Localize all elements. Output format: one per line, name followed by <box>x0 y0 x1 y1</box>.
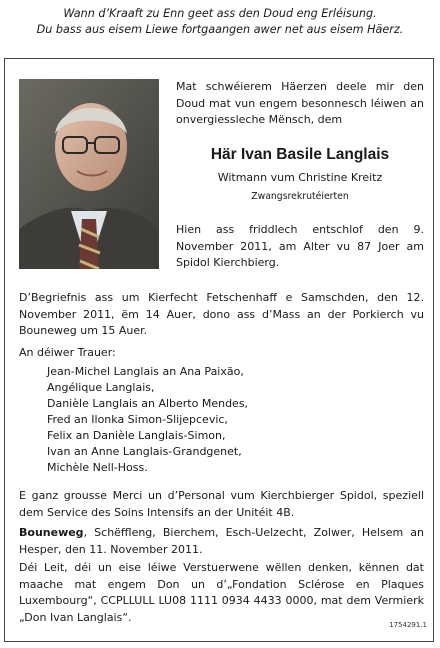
mourner-item: Ivan an Anne Langlais-Grandgenet, <box>47 445 242 458</box>
mourner-item: Fred an Ilonka Simon-Slijepcevic, <box>47 413 228 426</box>
place-bold: Bouneweg <box>19 526 84 539</box>
reference-number: 1754291.1 <box>389 621 427 629</box>
mourner-item: Danièle Langlais an Alberto Mendes, <box>47 397 249 410</box>
mourning-label: An déiwer Trauer: <box>19 346 116 359</box>
header-quote <box>0 6 440 38</box>
thanks-text: E ganz grousse Merci un d’Personal vum Kierchbierger Spidol, speziell dem Service des Soins Intensifs an der Unitéit 4B. <box>19 489 424 519</box>
deceased-name: Här Ivan Basile Langlais <box>210 146 390 163</box>
mourners-list <box>47 364 248 476</box>
forced-recruit-line: Zwangsrekrutéierten <box>251 191 349 202</box>
widower-line: Witmann vum Christine Kreitz <box>217 171 383 184</box>
intro-text: Mat schwéierem Häerzen deele mir den Doud mat vun engem besonnesch léiwen an onvergiessleche Mënsch, dem <box>176 80 424 127</box>
funeral-text: D’Begriefnis ass um Kierfecht Fetschenhaff e Samschden, den 12. November 2011, ëm 14 Auer, dono ass d’Mass an der Porkierch vu Bouneweg um 15 Auer. <box>19 291 424 338</box>
place-date-text <box>19 525 424 558</box>
header-line-1: Wann d’Kraaft zu Enn geet ass den Doud eng Erléisung. <box>63 7 377 20</box>
mourner-item: Michèle Nell-Hoss. <box>47 461 148 474</box>
header-line-2: Du bass aus eisem Liewe fortgaangen awer net aus eisem Häerz. <box>36 23 404 36</box>
donation-text: Déi Leit, déi un eise léiwe Verstuerwene wëllen denken, kënnen dat maache mat engem Don un d’„Fondation Sclérose en Plaques Luxembourg“, CCPLLULL LU08 1111 0934 4433 0000, mat dem Vermierk „Don Ivan Langlais“. <box>19 561 424 624</box>
portrait-illustration <box>19 79 159 269</box>
portrait-photo <box>19 79 159 269</box>
mourner-item: Angélique Langlais, <box>47 381 155 394</box>
mourner-item: Jean-Michel Langlais an Ana Paixão, <box>47 365 244 378</box>
place-rest: , Schëffleng, Bierchem, Esch-Uelzecht, Zolwer, Helsem an Hesper, den 11. November 2011. <box>19 526 424 556</box>
death-text: Hien ass friddlech entschlof den 9. November 2011, am Alter vu 87 Joer am Spidol Kierchbierg. <box>176 223 424 270</box>
mourner-item: Felix an Danièle Langlais-Simon, <box>47 429 226 442</box>
